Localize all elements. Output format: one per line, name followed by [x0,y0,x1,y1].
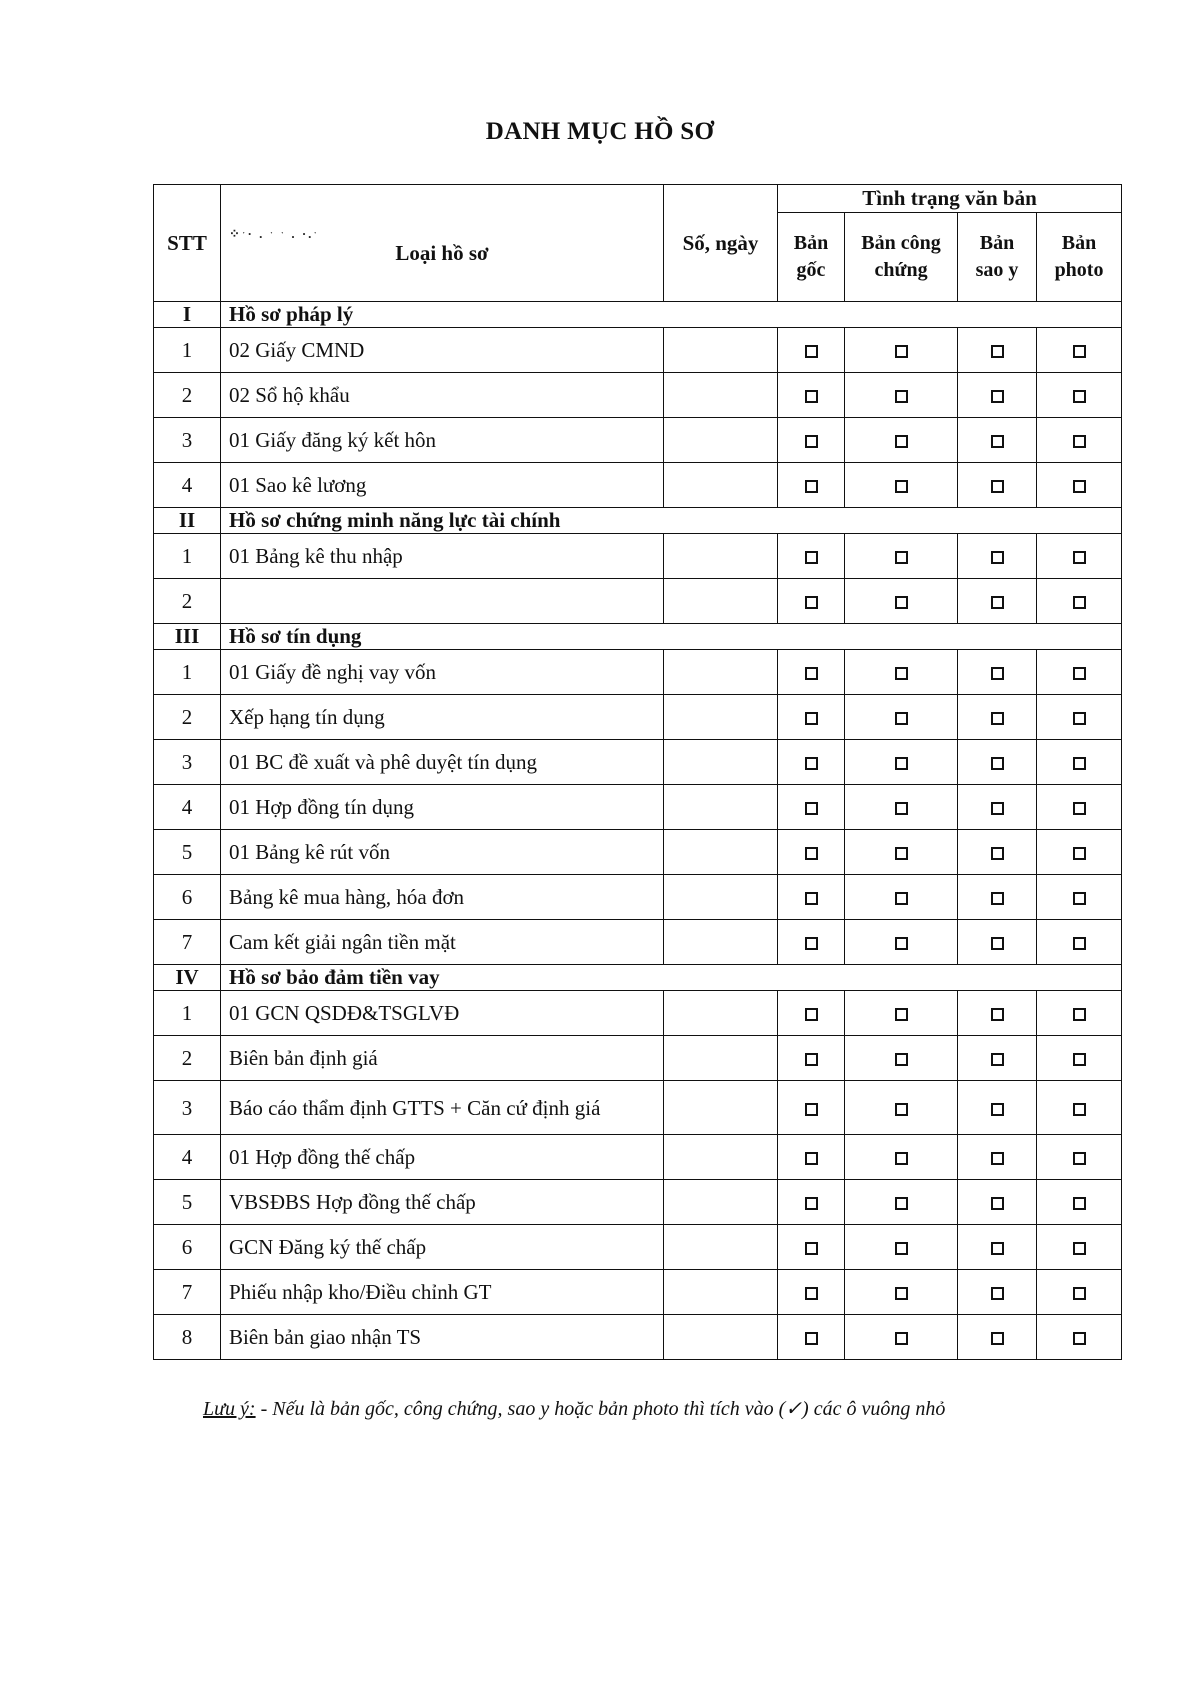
number-date-cell [664,740,778,785]
number-date-cell [664,650,778,695]
document-name: GCN Đăng ký thế chấp [221,1225,664,1270]
cell-original [778,920,845,965]
cell-photocopy [1037,579,1122,624]
checkbox-original[interactable] [805,802,818,815]
checkbox-photocopy[interactable] [1073,390,1086,403]
cell-original [778,328,845,373]
checkbox-notarized[interactable] [895,802,908,815]
checkbox-original[interactable] [805,1152,818,1165]
section-number: I [154,302,221,328]
table-row [154,991,1122,1036]
cell-original [778,875,845,920]
number-date-cell [664,991,778,1036]
cell-original [778,785,845,830]
checkbox-notarized[interactable] [895,596,908,609]
table-row [154,650,1122,695]
cell-notarized [845,991,958,1036]
document-name: Biên bản giao nhận TS [221,1315,664,1360]
checkbox-certified-copy[interactable] [991,1152,1004,1165]
checkbox-original[interactable] [805,667,818,680]
cell-photocopy [1037,650,1122,695]
number-date-cell [664,875,778,920]
number-date-cell [664,830,778,875]
cell-original [778,1081,845,1135]
cell-certified-copy [958,328,1037,373]
number-date-cell [664,1225,778,1270]
row-number: 5 [154,1180,221,1225]
checkbox-notarized[interactable] [895,551,908,564]
header-document-type-label: Loại hồ sơ [395,240,489,265]
cell-photocopy [1037,418,1122,463]
row-number: 7 [154,1270,221,1315]
cell-notarized [845,875,958,920]
checkbox-notarized[interactable] [895,1332,908,1345]
number-date-cell [664,579,778,624]
document-name: 01 Hợp đồng thế chấp [221,1135,664,1180]
cell-original [778,418,845,463]
cell-notarized [845,1081,958,1135]
cell-notarized [845,373,958,418]
number-date-cell [664,1315,778,1360]
checkbox-notarized[interactable] [895,712,908,725]
checkbox-photocopy[interactable] [1073,757,1086,770]
row-number: 6 [154,1225,221,1270]
checkbox-notarized[interactable] [895,667,908,680]
page-title: DANH MỤC HỒ SƠ [485,118,715,145]
checkbox-original[interactable] [805,757,818,770]
cell-original [778,1036,845,1081]
cell-notarized [845,1180,958,1225]
checkbox-photocopy[interactable] [1073,892,1086,905]
checkbox-original[interactable] [805,1332,818,1345]
cell-photocopy [1037,785,1122,830]
cell-notarized [845,1270,958,1315]
row-number: 2 [154,1036,221,1081]
table-row [154,373,1122,418]
table-row [154,1036,1122,1081]
checkbox-original[interactable] [805,847,818,860]
document-name: Cam kết giải ngân tiền mặt [221,920,664,965]
cell-original [778,1225,845,1270]
checkbox-certified-copy[interactable] [991,847,1004,860]
row-number: 1 [154,991,221,1036]
checkbox-certified-copy[interactable] [991,1053,1004,1066]
checkbox-original[interactable] [805,937,818,950]
cell-notarized [845,418,958,463]
checkbox-certified-copy[interactable] [991,345,1004,358]
checkbox-notarized[interactable] [895,757,908,770]
table-row [154,328,1122,373]
cell-photocopy [1037,920,1122,965]
section-title: Hồ sơ chứng minh năng lực tài chính [221,508,1122,534]
cell-original [778,463,845,508]
section-row [154,302,1122,328]
cell-notarized [845,579,958,624]
checkbox-photocopy[interactable] [1073,1103,1086,1116]
row-number: 1 [154,328,221,373]
cell-notarized [845,920,958,965]
cell-notarized [845,1036,958,1081]
checkbox-notarized[interactable] [895,1008,908,1021]
cell-photocopy [1037,373,1122,418]
checkbox-original[interactable] [805,345,818,358]
checkbox-photocopy[interactable] [1073,667,1086,680]
checkbox-certified-copy[interactable] [991,1008,1004,1021]
checkbox-notarized[interactable] [895,1053,908,1066]
cell-original [778,1270,845,1315]
cell-certified-copy [958,1135,1037,1180]
cell-certified-copy [958,991,1037,1036]
cell-photocopy [1037,695,1122,740]
checkbox-certified-copy[interactable] [991,1332,1004,1345]
cell-original [778,1180,845,1225]
number-date-cell [664,1135,778,1180]
cell-photocopy [1037,1081,1122,1135]
header-stt: STT [154,185,221,302]
table-row [154,830,1122,875]
row-number: 1 [154,534,221,579]
checkbox-original[interactable] [805,1008,818,1021]
number-date-cell [664,418,778,463]
cell-photocopy [1037,991,1122,1036]
document-name: Bảng kê mua hàng, hóa đơn [221,875,664,920]
checkbox-certified-copy[interactable] [991,1287,1004,1300]
row-number: 3 [154,1081,221,1135]
document-name: 02 Giấy CMND [221,328,664,373]
checkbox-original[interactable] [805,1242,818,1255]
cell-photocopy [1037,875,1122,920]
table-row [154,1270,1122,1315]
checkbox-original[interactable] [805,1053,818,1066]
checkbox-notarized[interactable] [895,345,908,358]
checkbox-original[interactable] [805,435,818,448]
header-photocopy: Bản photo [1037,213,1122,302]
row-number: 1 [154,650,221,695]
row-number: 2 [154,695,221,740]
checkbox-photocopy[interactable] [1073,1287,1086,1300]
checkbox-certified-copy[interactable] [991,712,1004,725]
cell-notarized [845,650,958,695]
row-number: 5 [154,830,221,875]
header-notarized: Bản công chứng [845,213,958,302]
cell-notarized [845,534,958,579]
document-name: 02 Sổ hộ khẩu [221,373,664,418]
cell-original [778,1315,845,1360]
row-number: 4 [154,1135,221,1180]
checkbox-certified-copy[interactable] [991,1242,1004,1255]
checkbox-notarized[interactable] [895,1152,908,1165]
checkbox-certified-copy[interactable] [991,892,1004,905]
document-name: 01 Giấy đăng ký kết hôn [221,418,664,463]
cell-notarized [845,1135,958,1180]
document-name: Báo cáo thẩm định GTTS + Căn cứ định giá [221,1081,664,1135]
document-name: 01 Bảng kê thu nhập [221,534,664,579]
number-date-cell [664,695,778,740]
cell-original [778,1135,845,1180]
checkbox-photocopy[interactable] [1073,712,1086,725]
cell-certified-copy [958,579,1037,624]
checkbox-certified-copy[interactable] [991,596,1004,609]
handwritten-scribble: ⁘ˑ· . ˑ ˑ . ·.ˑ [229,225,320,241]
row-number: 8 [154,1315,221,1360]
section-row [154,508,1122,534]
document-name: Phiếu nhập kho/Điều chỉnh GT [221,1270,664,1315]
row-number: 6 [154,875,221,920]
table-body [154,302,1122,1360]
cell-notarized [845,785,958,830]
table-row [154,463,1122,508]
cell-photocopy [1037,463,1122,508]
cell-notarized [845,463,958,508]
checkbox-original[interactable] [805,390,818,403]
checkbox-original[interactable] [805,1103,818,1116]
cell-certified-copy [958,1270,1037,1315]
cell-certified-copy [958,1081,1037,1135]
cell-certified-copy [958,1036,1037,1081]
number-date-cell [664,328,778,373]
cell-certified-copy [958,1225,1037,1270]
cell-original [778,650,845,695]
cell-photocopy [1037,1315,1122,1360]
section-number: III [154,624,221,650]
header-certified-copy: Bản sao y [958,213,1037,302]
cell-original [778,579,845,624]
checkbox-certified-copy[interactable] [991,667,1004,680]
cell-photocopy [1037,1270,1122,1315]
cell-photocopy [1037,830,1122,875]
checkbox-notarized[interactable] [895,1103,908,1116]
document-name: VBSĐBS Hợp đồng thế chấp [221,1180,664,1225]
table-row [154,920,1122,965]
checkbox-original[interactable] [805,480,818,493]
table-row [154,1225,1122,1270]
checkbox-photocopy[interactable] [1073,1008,1086,1021]
row-number: 3 [154,418,221,463]
checkbox-notarized[interactable] [895,1197,908,1210]
number-date-cell [664,534,778,579]
checkbox-certified-copy[interactable] [991,1103,1004,1116]
cell-certified-copy [958,463,1037,508]
number-date-cell [664,1270,778,1315]
cell-photocopy [1037,1036,1122,1081]
cell-certified-copy [958,534,1037,579]
checkbox-notarized[interactable] [895,937,908,950]
row-number: 7 [154,920,221,965]
cell-certified-copy [958,740,1037,785]
checkbox-original[interactable] [805,596,818,609]
footnote-label: Lưu ý: [203,1398,256,1420]
section-number: II [154,508,221,534]
checkbox-photocopy[interactable] [1073,435,1086,448]
checkbox-notarized[interactable] [895,480,908,493]
checkbox-photocopy[interactable] [1073,847,1086,860]
table-row [154,695,1122,740]
cell-photocopy [1037,328,1122,373]
section-row [154,965,1122,991]
document-name [221,579,664,624]
checkbox-notarized[interactable] [895,390,908,403]
cell-notarized [845,695,958,740]
cell-notarized [845,740,958,785]
checkbox-photocopy[interactable] [1073,1053,1086,1066]
cell-certified-copy [958,1315,1037,1360]
document-name: 01 Hợp đồng tín dụng [221,785,664,830]
checkbox-photocopy[interactable] [1073,551,1086,564]
checkbox-photocopy[interactable] [1073,802,1086,815]
checkbox-notarized[interactable] [895,892,908,905]
cell-original [778,830,845,875]
checkbox-original[interactable] [805,551,818,564]
number-date-cell [664,920,778,965]
table-row [154,785,1122,830]
cell-original [778,991,845,1036]
table-row [154,1180,1122,1225]
checkbox-certified-copy[interactable] [991,551,1004,564]
number-date-cell [664,1036,778,1081]
checkbox-notarized[interactable] [895,435,908,448]
table-row [154,875,1122,920]
number-date-cell [664,1180,778,1225]
checkbox-photocopy[interactable] [1073,1332,1086,1345]
checkbox-certified-copy[interactable] [991,480,1004,493]
checkbox-notarized[interactable] [895,1242,908,1255]
checkbox-photocopy[interactable] [1073,480,1086,493]
checkbox-photocopy[interactable] [1073,937,1086,950]
row-number: 4 [154,463,221,508]
table-row [154,1315,1122,1360]
checkbox-certified-copy[interactable] [991,435,1004,448]
cell-certified-copy [958,920,1037,965]
section-title: Hồ sơ pháp lý [221,302,1122,328]
row-number: 3 [154,740,221,785]
cell-photocopy [1037,1135,1122,1180]
checkbox-photocopy[interactable] [1073,596,1086,609]
cell-certified-copy [958,418,1037,463]
checkbox-original[interactable] [805,1287,818,1300]
table-row [154,418,1122,463]
number-date-cell [664,785,778,830]
document-checklist-table [153,184,1122,1360]
number-date-cell [664,463,778,508]
cell-photocopy [1037,534,1122,579]
cell-notarized [845,328,958,373]
row-number: 2 [154,579,221,624]
cell-original [778,534,845,579]
cell-certified-copy [958,1180,1037,1225]
cell-certified-copy [958,695,1037,740]
checkbox-certified-copy[interactable] [991,757,1004,770]
document-name: 01 Giấy đề nghị vay vốn [221,650,664,695]
section-number: IV [154,965,221,991]
header-status-group: Tình trạng văn bản [778,185,1122,213]
checkbox-notarized[interactable] [895,1287,908,1300]
checkbox-certified-copy[interactable] [991,937,1004,950]
document-name: 01 Bảng kê rút vốn [221,830,664,875]
document-name: 01 Sao kê lương [221,463,664,508]
cell-photocopy [1037,740,1122,785]
cell-original [778,373,845,418]
section-title: Hồ sơ tín dụng [221,624,1122,650]
cell-photocopy [1037,1225,1122,1270]
section-row [154,624,1122,650]
document-name: 01 GCN QSDĐ&TSGLVĐ [221,991,664,1036]
cell-notarized [845,830,958,875]
checkbox-photocopy[interactable] [1073,1197,1086,1210]
header-document-type [221,185,664,302]
row-number: 4 [154,785,221,830]
footnote [203,1395,1063,1424]
table-row [154,1135,1122,1180]
document-name: 01 BC đề xuất và phê duyệt tín dụng [221,740,664,785]
row-number: 2 [154,373,221,418]
table-row [154,534,1122,579]
table-row [154,579,1122,624]
cell-notarized [845,1225,958,1270]
table-row [154,1081,1122,1135]
number-date-cell [664,1081,778,1135]
checkbox-photocopy[interactable] [1073,1242,1086,1255]
checkbox-certified-copy[interactable] [991,390,1004,403]
cell-certified-copy [958,785,1037,830]
cell-certified-copy [958,875,1037,920]
document-name: Biên bản định giá [221,1036,664,1081]
checkbox-notarized[interactable] [895,847,908,860]
cell-certified-copy [958,373,1037,418]
header-original: Bản gốc [778,213,845,302]
checkbox-photocopy[interactable] [1073,1152,1086,1165]
section-title: Hồ sơ bảo đảm tiền vay [221,965,1122,991]
cell-photocopy [1037,1180,1122,1225]
document-name: Xếp hạng tín dụng [221,695,664,740]
table-row [154,740,1122,785]
cell-notarized [845,1315,958,1360]
cell-original [778,740,845,785]
checkbox-original[interactable] [805,892,818,905]
footnote-text: - Nếu là bản gốc, công chứng, sao y hoặc bản photo thì tích vào (✓) các ô vuông nhỏ [255,1398,946,1420]
cell-original [778,695,845,740]
checkbox-original[interactable] [805,712,818,725]
checkbox-certified-copy[interactable] [991,1197,1004,1210]
checkbox-original[interactable] [805,1197,818,1210]
cell-certified-copy [958,650,1037,695]
cell-certified-copy [958,830,1037,875]
checkbox-photocopy[interactable] [1073,345,1086,358]
header-number-date: Số, ngày [664,185,778,302]
checkbox-certified-copy[interactable] [991,802,1004,815]
number-date-cell [664,373,778,418]
